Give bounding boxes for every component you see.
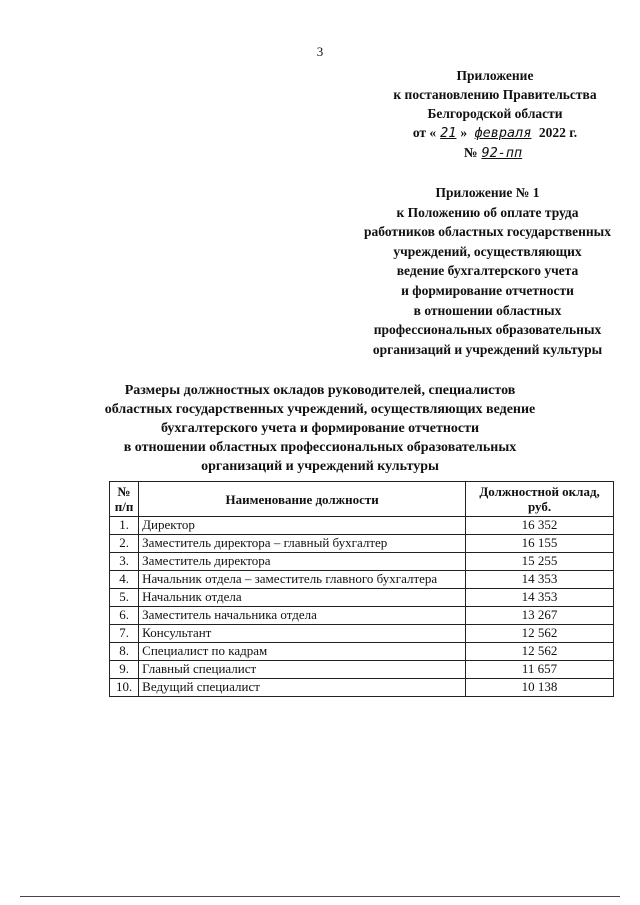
row-num: 7. — [110, 625, 139, 643]
appendix-line-2: Белгородской области — [427, 106, 563, 121]
appendix-number — [360, 143, 630, 163]
row-name: Консультант — [139, 625, 466, 643]
table-row — [110, 517, 614, 535]
row-num: 10. — [110, 679, 139, 697]
table-row — [110, 535, 614, 553]
title-line: бухгалтерского учета и формирование отчетности — [160, 421, 480, 436]
table-row — [110, 553, 614, 571]
row-salary: 16 352 — [466, 517, 614, 535]
row-name: Начальник отдела – заместитель главного бухгалтера — [139, 571, 466, 589]
appendix-1-line: учреждений, осуществляющих — [393, 243, 582, 259]
date-prefix: от « — [412, 125, 437, 140]
appendix-1-header — [340, 183, 635, 359]
bottom-rule — [20, 896, 620, 897]
table-row — [110, 679, 614, 697]
document-title — [90, 381, 550, 476]
row-num: 3. — [110, 553, 139, 571]
title-line: в отношении областных профессиональных образовательных — [123, 440, 517, 455]
row-salary: 10 138 — [466, 679, 614, 697]
header-num: № п/п — [110, 482, 139, 517]
row-num: 4. — [110, 571, 139, 589]
row-num: 9. — [110, 661, 139, 679]
row-salary: 14 353 — [466, 571, 614, 589]
row-salary: 14 353 — [466, 589, 614, 607]
date-mid: » — [460, 125, 468, 140]
table-row — [110, 643, 614, 661]
row-salary: 11 657 — [466, 661, 614, 679]
salary-table — [109, 481, 614, 697]
row-num: 2. — [110, 535, 139, 553]
table-header-row — [110, 482, 614, 517]
appendix-header — [360, 66, 630, 163]
row-num: 5. — [110, 589, 139, 607]
number-prefix: № — [463, 145, 478, 160]
row-name: Директор — [139, 517, 466, 535]
table-row — [110, 589, 614, 607]
appendix-1-line: профессиональных образовательных — [373, 322, 602, 338]
number-value: 92-пп — [481, 145, 523, 161]
date-day: 21 — [440, 125, 457, 141]
row-name: Специалист по кадрам — [139, 643, 466, 661]
row-salary: 12 562 — [466, 643, 614, 661]
table-row — [110, 625, 614, 643]
row-name: Ведущий специалист — [139, 679, 466, 697]
table-row — [110, 661, 614, 679]
title-line: организаций и учреждений культуры — [201, 459, 439, 474]
table-row — [110, 607, 614, 625]
row-name: Начальник отдела — [139, 589, 466, 607]
title-line: областных государственных учреждений, осуществляющих ведение — [104, 402, 536, 417]
appendix-1-line: к Положению об оплате труда — [396, 204, 579, 220]
appendix-1-line: организаций и учреждений культуры — [372, 341, 603, 357]
row-num: 8. — [110, 643, 139, 661]
table-row — [110, 571, 614, 589]
row-num: 6. — [110, 607, 139, 625]
title-line: Размеры должностных окладов руководителей, специалистов — [124, 383, 516, 398]
row-num: 1. — [110, 517, 139, 535]
page-number: 3 — [316, 44, 324, 59]
appendix-1-line: работников областных государственных — [364, 224, 611, 240]
appendix-date — [360, 123, 630, 143]
appendix-1-line: Приложение № 1 — [435, 185, 540, 200]
header-name: Наименование должности — [139, 482, 466, 517]
header-salary: Должностной оклад, руб. — [466, 482, 614, 517]
row-salary: 16 155 — [466, 535, 614, 553]
row-salary: 12 562 — [466, 625, 614, 643]
appendix-1-line: ведение бухгалтерского учета — [396, 263, 579, 279]
row-name: Заместитель начальника отдела — [139, 607, 466, 625]
row-salary: 13 267 — [466, 607, 614, 625]
row-name: Заместитель директора – главный бухгалтер — [139, 535, 466, 553]
appendix-title: Приложение — [456, 68, 534, 83]
row-name: Заместитель директора — [139, 553, 466, 571]
date-year: 2022 г. — [538, 125, 578, 140]
row-name: Главный специалист — [139, 661, 466, 679]
appendix-line-1: к постановлению Правительства — [393, 87, 597, 102]
appendix-1-line: в отношении областных — [413, 302, 562, 318]
row-salary: 15 255 — [466, 553, 614, 571]
date-month: февраля — [474, 125, 532, 141]
appendix-1-line: и формирование отчетности — [401, 282, 574, 298]
